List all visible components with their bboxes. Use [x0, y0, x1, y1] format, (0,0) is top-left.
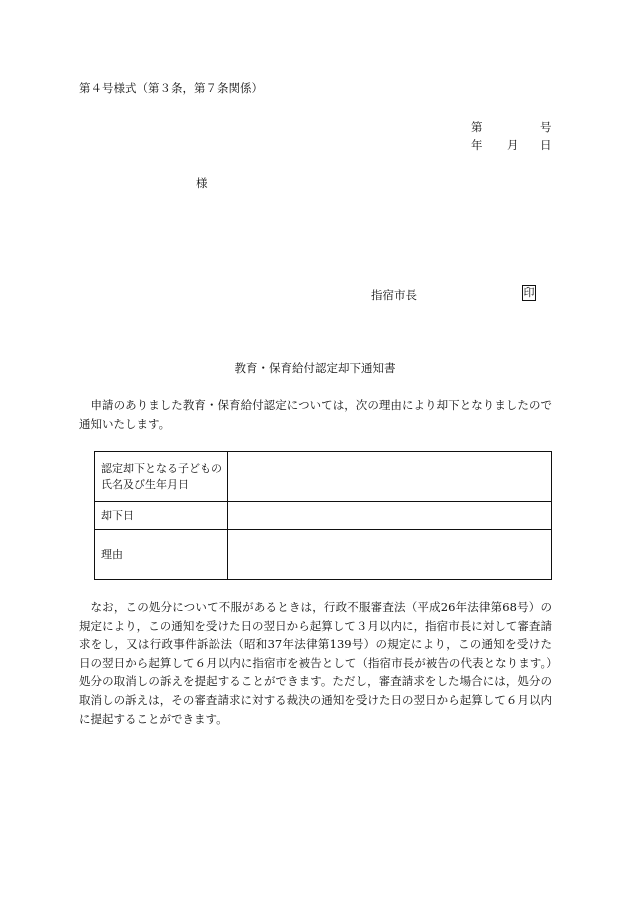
document-number-suffix: 号: [540, 120, 552, 134]
table-row: [95, 502, 552, 530]
recipient-honorific: 様: [196, 176, 208, 190]
date-year-label: 年: [471, 138, 483, 152]
rejection-date-label: 却下日: [95, 502, 228, 530]
table-row: [95, 530, 552, 580]
form-number: 第４号様式（第３条，第７条関係）: [79, 81, 263, 95]
date-day-label: 日: [540, 138, 552, 152]
rejection-date-value: [228, 502, 552, 530]
reason-label: 理由: [95, 530, 228, 580]
appeal-notice-paragraph: なお，この処分について不服があるときは，行政不服審査法（平成26年法律第68号）の規定により，この通知を受けた日の翌日から起算して３月以内に，指宿市長に対して審査請求をし，又は行政事件訴訟法（昭和37年法律第139号）の規定により，この通知を受けた日の翌日から起算して６月以内に指宿市を被告として（指宿市長が被告の代表となります。）処分の取消しの訴えを提起することができます。ただし，審査請求をした場合には，処分の取消しの訴えは，その審査請求に対する裁決の通知を受けた日の翌日から起算して６月以内に提起することができます。: [79, 600, 552, 726]
info-table: [94, 451, 552, 580]
date-month-label: 月: [507, 138, 519, 152]
intro-paragraph: 申請のありました教育・保育給付認定については，次の理由により却下となりましたので通知いたします。: [79, 398, 552, 431]
child-name-birthdate-value: [228, 452, 552, 502]
reason-value: [228, 530, 552, 580]
document-number-prefix: 第: [471, 120, 483, 134]
seal-mark: 印: [523, 286, 535, 299]
document-title: 教育・保育給付認定却下通知書: [234, 361, 396, 375]
table-row: [95, 452, 552, 502]
child-name-birthdate-label: 認定却下となる子どもの氏名及び生年月日: [95, 452, 228, 502]
issuer-name: 指宿市長: [371, 288, 417, 302]
